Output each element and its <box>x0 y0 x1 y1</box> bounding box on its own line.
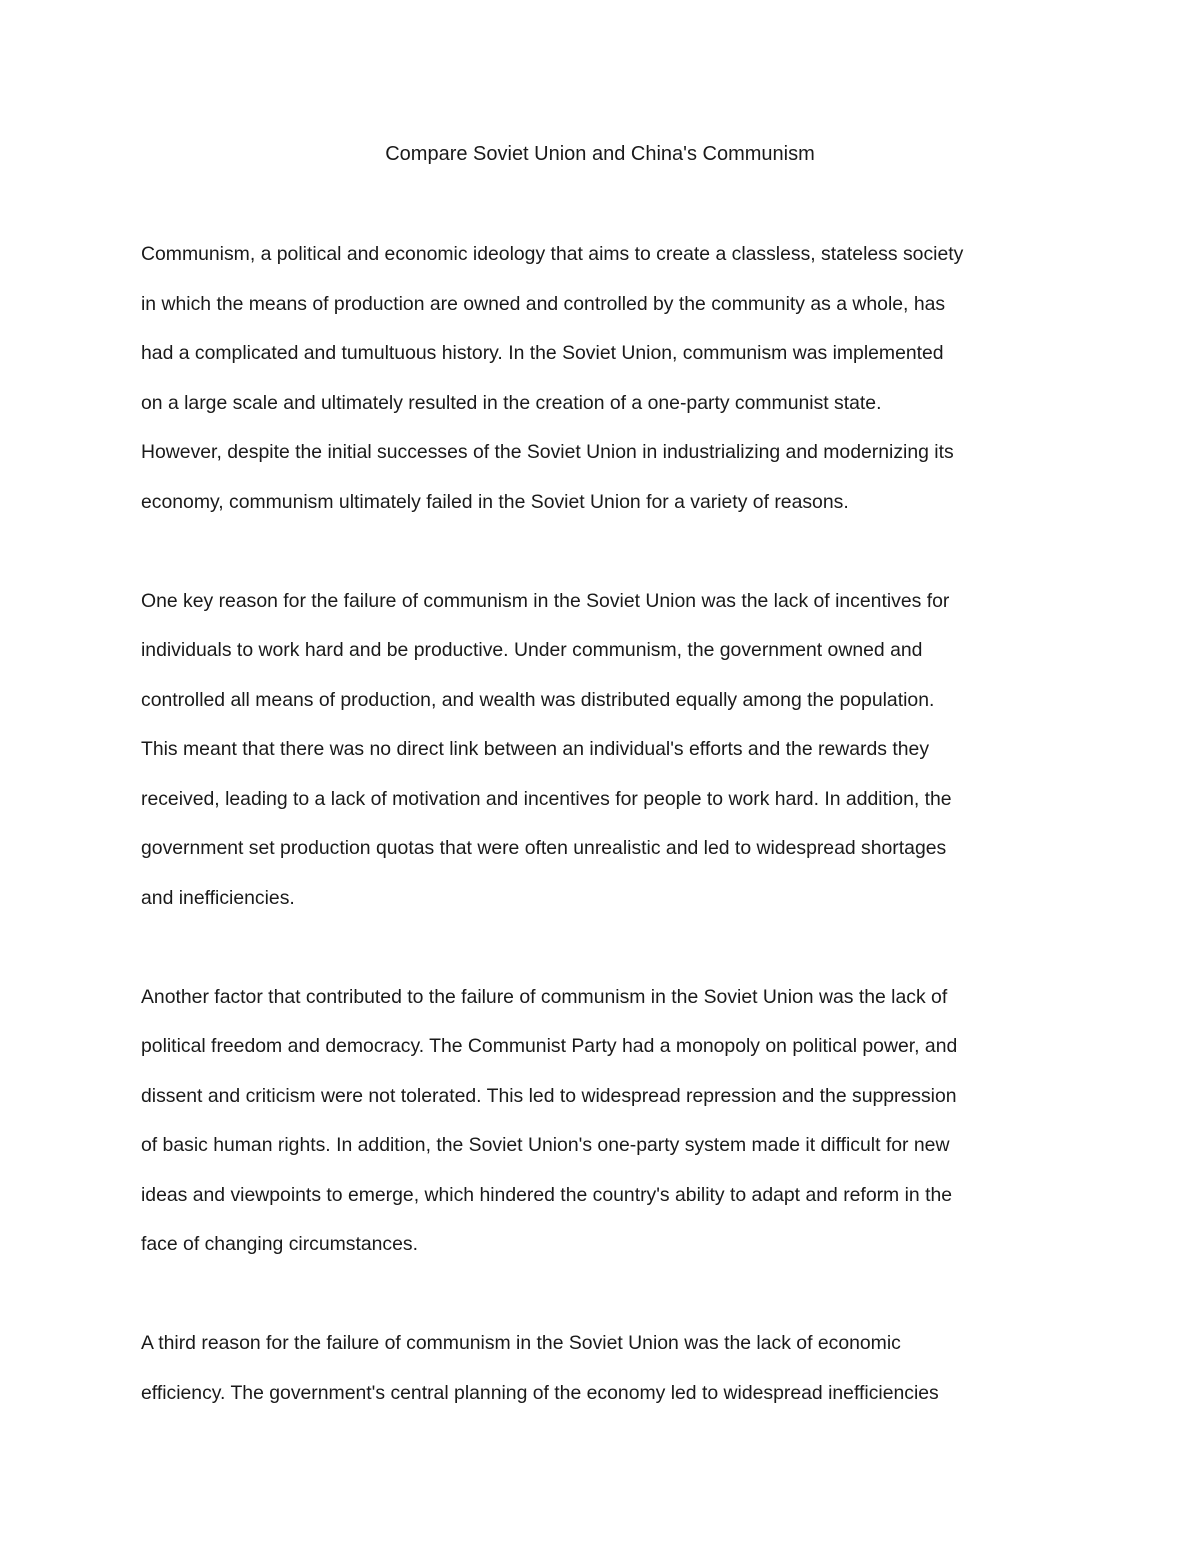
document-title: Compare Soviet Union and China's Communism <box>385 143 815 165</box>
text-line: A third reason for the failure of communism in the Soviet Union was the lack of economic <box>141 1332 901 1354</box>
paragraph-spacer <box>141 535 1071 585</box>
paragraph-spacer <box>141 931 1071 981</box>
paragraph-2 <box>141 585 1071 932</box>
text-line: political freedom and democracy. The Communist Party had a monopoly on political power, and <box>141 1035 958 1057</box>
text-line: dissent and criticism were not tolerated. This led to widespread repression and the suppression <box>141 1084 957 1107</box>
text-line: received, leading to a lack of motivation and incentives for people to work hard. In addition, the <box>141 787 952 810</box>
text-line: efficiency. The government's central planning of the economy led to widespread inefficiencies <box>141 1381 939 1404</box>
document-body <box>141 238 1071 1426</box>
text-line: Communism, a political and economic ideology that aims to create a classless, stateless society <box>141 243 964 265</box>
text-line: government set production quotas that were often unrealistic and led to widespread shortages <box>141 837 947 859</box>
text-line: This meant that there was no direct link between an individual's efforts and the rewards they <box>141 738 930 760</box>
text-line: However, despite the initial successes of the Soviet Union in industrializing and modernizing its <box>141 441 954 463</box>
text-line: had a complicated and tumultuous history. In the Soviet Union, communism was implemented <box>141 342 944 364</box>
paragraph-4 <box>141 1327 1071 1426</box>
text-line: controlled all means of production, and wealth was distributed equally among the population. <box>141 688 935 711</box>
paragraph-3 <box>141 981 1071 1278</box>
text-line: of basic human rights. In addition, the Soviet Union's one-party system made it difficult for new <box>141 1134 950 1156</box>
text-line: on a large scale and ultimately resulted in the creation of a one-party communist state. <box>141 391 882 414</box>
text-line: and inefficiencies. <box>141 886 295 909</box>
text-line: economy, communism ultimately failed in the Soviet Union for a variety of reasons. <box>141 490 849 513</box>
text-line: individuals to work hard and be productive. Under communism, the government owned and <box>141 639 923 661</box>
text-line: ideas and viewpoints to emerge, which hindered the country's ability to adapt and reform in the <box>141 1183 953 1206</box>
text-line: One key reason for the failure of communism in the Soviet Union was the lack of incentives for <box>141 589 950 612</box>
text-line: face of changing circumstances. <box>141 1233 418 1255</box>
paragraph-spacer <box>141 1278 1071 1328</box>
text-line: in which the means of production are owned and controlled by the community as a whole, has <box>141 292 946 315</box>
text-line: Another factor that contributed to the failure of communism in the Soviet Union was the lack of <box>141 985 948 1008</box>
paragraph-1 <box>141 238 1071 535</box>
